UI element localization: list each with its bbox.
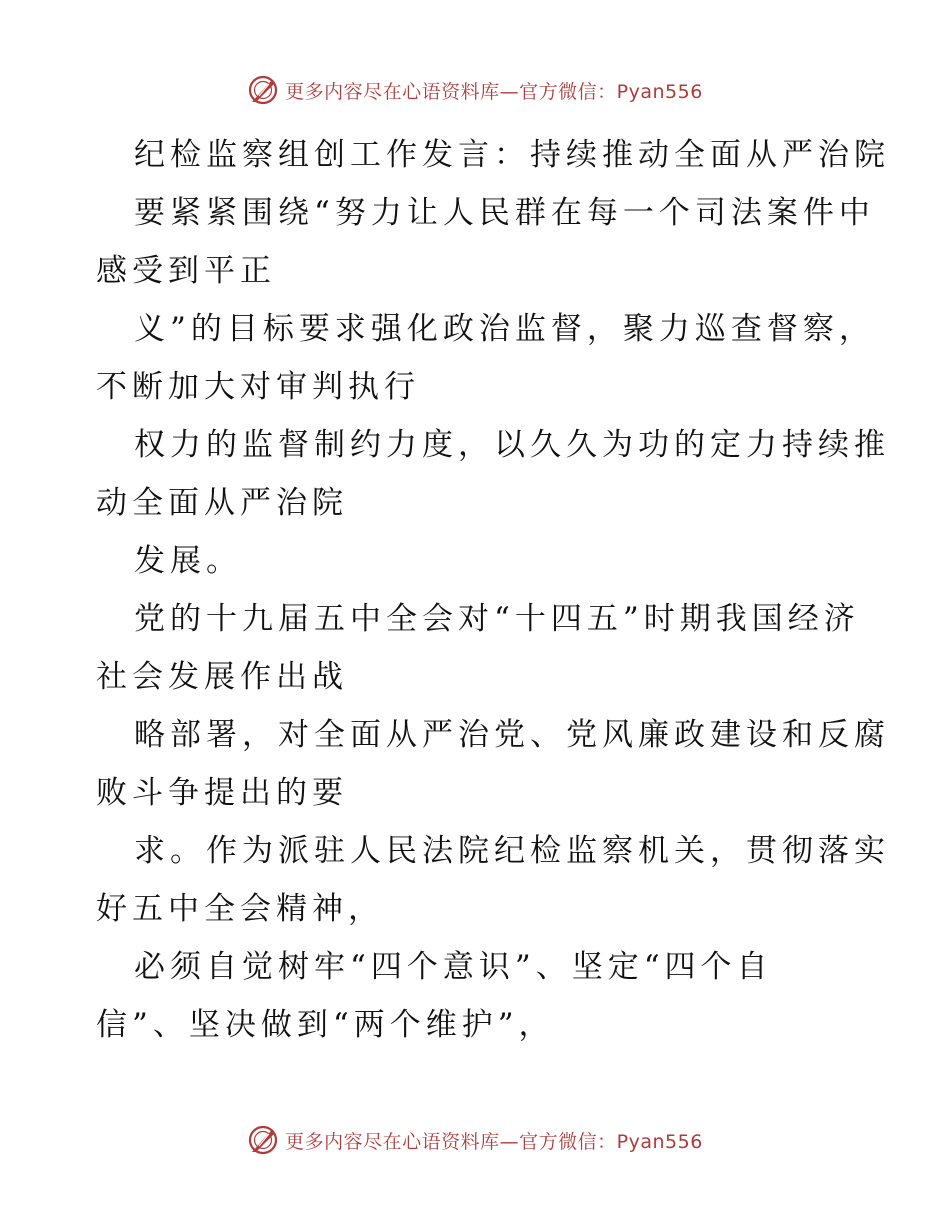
body-line: 动全面从严治院	[96, 485, 348, 521]
body-line: 权力的监督制约力度，以久久为功的定力持续推	[134, 427, 890, 463]
header-banner	[0, 70, 950, 110]
body-line: 不断加大对审判执行	[96, 369, 420, 405]
body-line: 发展。	[134, 543, 242, 579]
body-line: 略部署，对全面从严治党、党风廉政建设和反腐	[134, 717, 890, 753]
footer-banner-text: 更多内容尽在心语资料库—官方微信：Pyan556	[285, 1130, 703, 1153]
document-title: 纪检监察组创工作发言：持续推动全面从严治院	[134, 137, 890, 173]
document-body	[96, 126, 890, 1054]
body-line: 要紧紧围绕“努力让人民群在每一个司法案件中	[134, 195, 875, 231]
header-banner-text: 更多内容尽在心语资料库—官方微信：Pyan556	[285, 80, 703, 103]
body-line: 感受到平正	[96, 253, 276, 289]
body-line: 信”、坚决做到“两个维护”，	[96, 1007, 555, 1043]
quill-pen-logo-icon	[247, 74, 279, 106]
footer-banner	[0, 1120, 950, 1160]
body-line: 败斗争提出的要	[96, 775, 348, 811]
body-line: 义”的目标要求强化政治监督，聚力巡查督察，	[134, 311, 875, 347]
body-line: 必须自觉树牢“四个意识”、坚定“四个自	[134, 949, 773, 985]
body-line: 好五中全会精神，	[96, 891, 384, 927]
body-line: 党的十九届五中全会对“十四五”时期我国经济	[134, 601, 860, 637]
quill-pen-logo-icon	[247, 1124, 279, 1156]
body-line: 社会发展作出战	[96, 659, 348, 695]
body-line: 求。作为派驻人民法院纪检监察机关，贯彻落实	[134, 833, 890, 869]
